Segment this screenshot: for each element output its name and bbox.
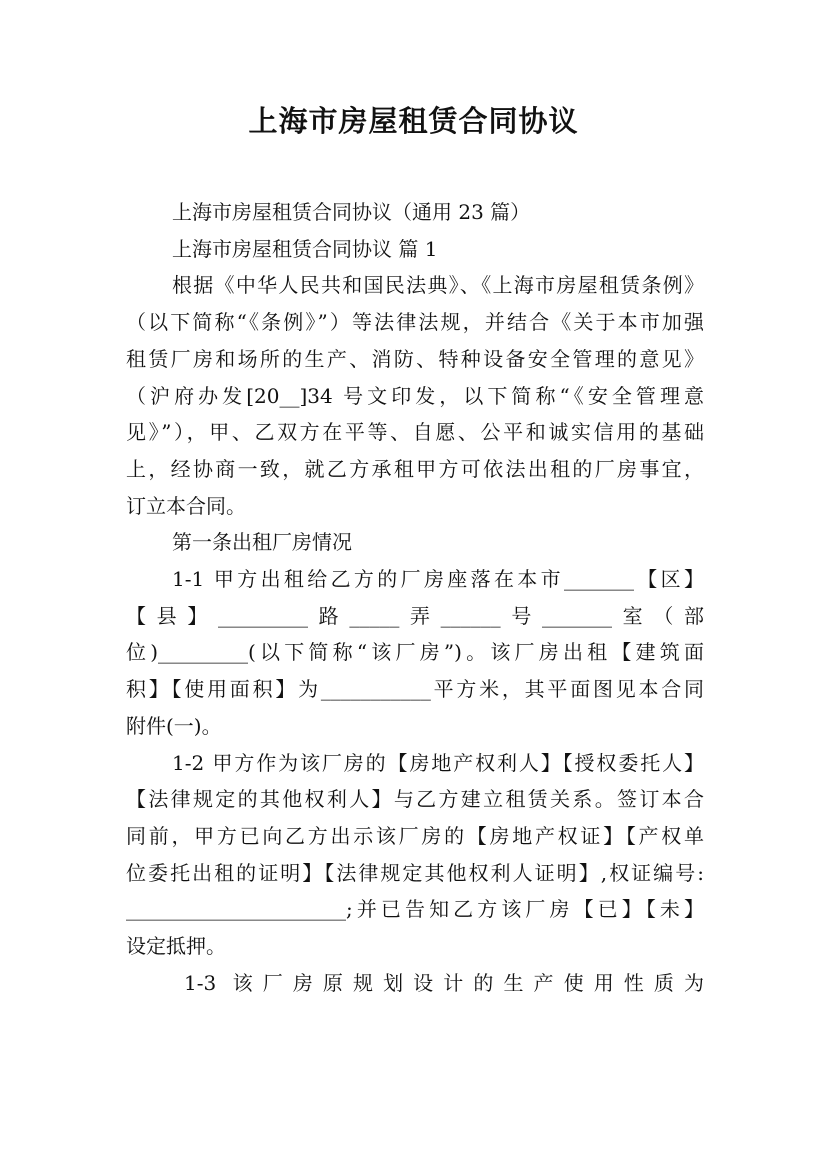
document-text-line: 租赁厂房和场所的生产、消防、特种设备安全管理的意见》: [126, 346, 704, 371]
document-text-line: 第一条出租厂房情况: [172, 530, 352, 555]
document-text-line: 上海市房屋租赁合同协议（通用 23 篇）: [172, 200, 531, 224]
document-text-line: 【法律规定的其他权利人】与乙方建立租赁关系。签订本合: [126, 787, 704, 812]
document-text-line: 位)_________(以下简称“该厂房”)。该厂房出租【建筑面: [126, 640, 704, 665]
document-text-line: 设定抵押。: [126, 934, 226, 959]
document-text-line: 根据《中华人民共和国民法典》、《上海市房屋租赁条例》: [172, 273, 704, 298]
document-text-line: 见》”），甲、乙双方在平等、自愿、公平和诚实信用的基础: [126, 420, 704, 445]
document-text-line: 上海市房屋租赁合同协议 篇 1: [172, 236, 438, 261]
document-title: 上海市房屋租赁合同协议: [248, 104, 579, 138]
document-text-line: 订立本合同。: [126, 493, 246, 518]
document-text-line: 1-1 甲方出租给乙方的厂房座落在本市_______【区】: [172, 567, 704, 592]
document-text-line: 积】【使用面积】为___________平方米，其平面图见本合同: [126, 677, 704, 702]
document-text-line: 上，经协商一致，就乙方承租甲方可依法出租的厂房事宜，: [126, 456, 704, 481]
document-text-line: （以下简称“《条例》”）等法律法规，并结合《关于本市加强: [126, 310, 704, 335]
document-text-line: 附件(一)。: [126, 713, 222, 738]
document-text-line: （沪府办发[20__]34 号文印发，以下简称“《安全管理意: [126, 383, 704, 408]
document-text-line: 位委托出租的证明】【法律规定其他权利人证明】,权证编号:: [126, 860, 704, 885]
document-body: [126, 194, 704, 1001]
document-text-line: 1-2 甲方作为该厂房的【房地产权利人】【授权委托人】: [172, 750, 704, 775]
document-text-line: 同前，甲方已向乙方出示该厂房的【房地产权证】【产权单: [126, 823, 704, 848]
document-text-line: 1-3 该厂房原规划设计的生产使用性质为: [184, 970, 704, 995]
document-text-line: 【县】_________路_____弄______号_______室（部: [126, 603, 704, 628]
document-text-line: ______________________;并已告知乙方该厂房【已】【未】: [126, 897, 704, 922]
